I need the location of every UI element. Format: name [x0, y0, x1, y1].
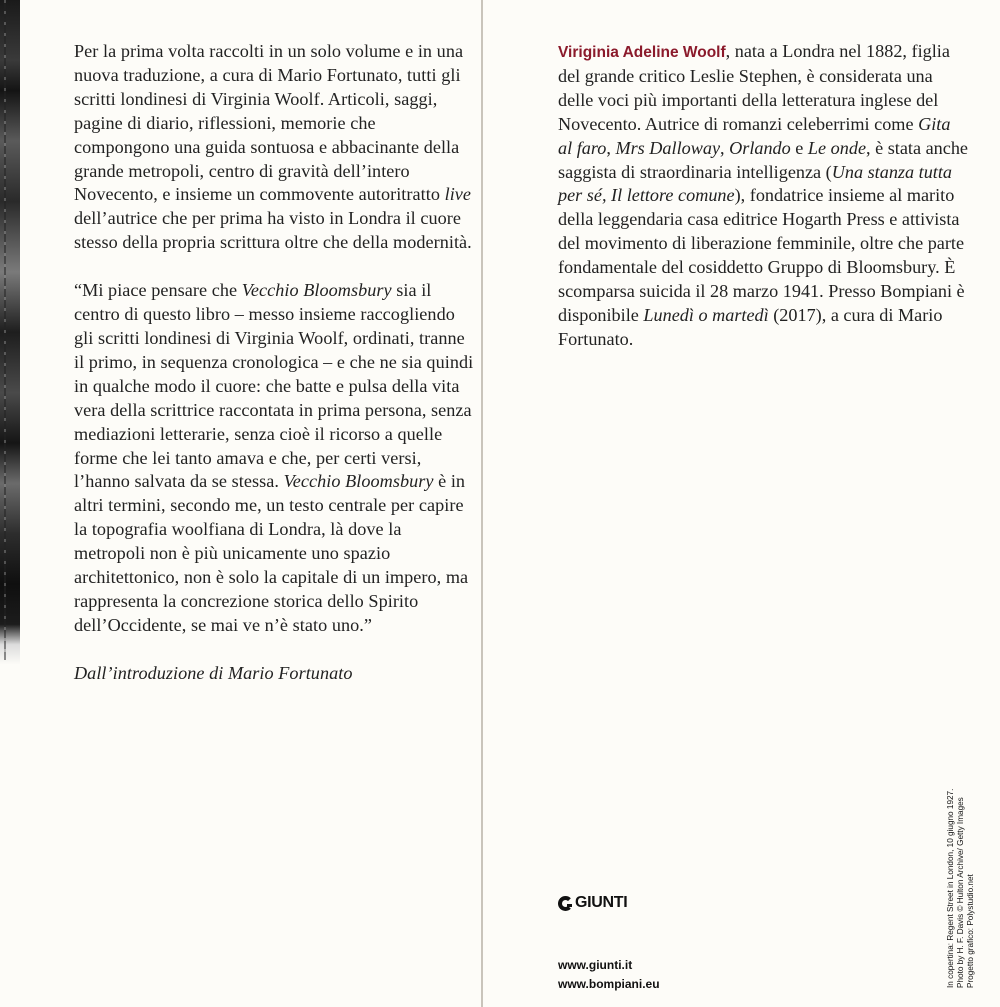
description-paragraph: [74, 40, 474, 255]
bio-sep-1: ,: [606, 137, 616, 158]
bio-text-4: (2017), a cura di Mario Fortunato.: [558, 304, 943, 349]
book-description: [74, 40, 474, 686]
giunti-website-link[interactable]: www.giunti.it: [558, 958, 633, 972]
quote-text-3: è in altri termini, secondo me, un testo centrale per capire la topografia woolfiana di Londra, là dove la metropoli non è più unicamente uno spazio architettonico, non è solo la capitale di un impero, ma rappresenta la concrezione storica dello Spirito dell’Occidente, se mai ve n’è stato uno.”: [74, 471, 469, 635]
book-title: Lunedì o martedì: [643, 304, 769, 325]
image-credits: [946, 789, 976, 988]
credit-line-design: Progetto grafico: Polystudio.net: [966, 874, 975, 988]
description-text-end: dell’autrice che per prima ha visto in Londra il cuore stesso della propria scrittura oltre che della modernità.: [74, 208, 472, 253]
description-text: Per la prima volta raccolti in un solo volume e in una nuova traduzione, a cura di Mario Fortunato, tutti gli scritti londinesi di Virginia Woolf. Articoli, saggi, pagine di diario, riflessioni, memorie che compongono una guida sontuosa e abbacinante della grande metropoli, centro di gravità dell’intero Novecento, e insieme un commovente autoritratto: [74, 41, 464, 205]
quote-text-2: sia il centro di questo libro – messo insieme raccogliendo gli scritti londinesi di Virginia Woolf, ordinati, tranne il primo, in sequenza cronologica – e che ne sia quindi in qualche modo il cuore: che batte e pulsa della vita vera della scrittrice raccontata in prima persona, senza mediazioni letterarie, senza cioè il ricorso a quelle forme che lei tanto amava e che, per certi versi, l’hanno salvata da se stessa.: [74, 280, 474, 492]
bio-text-2: , è stata anche saggista di straordinaria intelligenza (: [558, 137, 969, 182]
bio-sep-2: ,: [720, 137, 730, 158]
author-name: Viriginia Adeline Woolf: [558, 44, 726, 61]
novel-title-1: Gita al faro: [558, 113, 951, 158]
cover-photo-edge: [0, 0, 20, 1007]
quote-text-1: “Mi piace pensare che: [74, 280, 242, 301]
fold-line: [481, 0, 483, 1007]
quote-attribution: Dall’introduzione di Mario Fortunato: [74, 662, 353, 683]
quote-title-2: Vecchio Bloomsbury: [283, 471, 434, 492]
bio-text-1: , nata a Londra nel 1882, figlia del grande critico Leslie Stephen, è considerata una delle voci più importanti della letteratura inglese del Novecento. Autrice di romanzi celeberrimi come: [558, 41, 950, 134]
intro-quote: [74, 279, 474, 638]
description-italic: live: [444, 184, 472, 205]
giunti-logo: [558, 894, 627, 912]
credit-line-cover: In copertina: Regent Street in London, 10 giugno 1927.: [946, 788, 955, 988]
credit-line-photo: Photo by H. F. Davis © Hulton Archive/ Getty Images: [956, 797, 965, 988]
publisher-websites: [558, 956, 660, 994]
novel-title-3: Orlando: [729, 137, 791, 158]
giunti-logo-text: GIUNTI: [575, 894, 628, 911]
bio-text-3: ), fondatrice insieme al marito della leggendaria casa editrice Hogarth Press e attivista del movimento di liberazione femminile, oltre che parte fondamentale del cosiddetto Gruppo di Bloomsbury. È scomparsa suicida il 28 marzo 1941. Presso Bompiani è disponibile: [558, 185, 965, 325]
essay-titles: Una stanza tutta per sé, Il lettore comune: [558, 161, 952, 206]
novel-title-4: Le onde: [807, 137, 867, 158]
bio-paragraph: [558, 40, 968, 352]
bompiani-website-link[interactable]: www.bompiani.eu: [558, 977, 660, 991]
novel-title-2: Mrs Dalloway: [615, 137, 721, 158]
bio-sep-3: e: [790, 137, 808, 158]
quote-title-1: Vecchio Bloomsbury: [241, 280, 392, 301]
giunti-logo-icon: [558, 896, 573, 911]
author-bio: [558, 40, 968, 352]
